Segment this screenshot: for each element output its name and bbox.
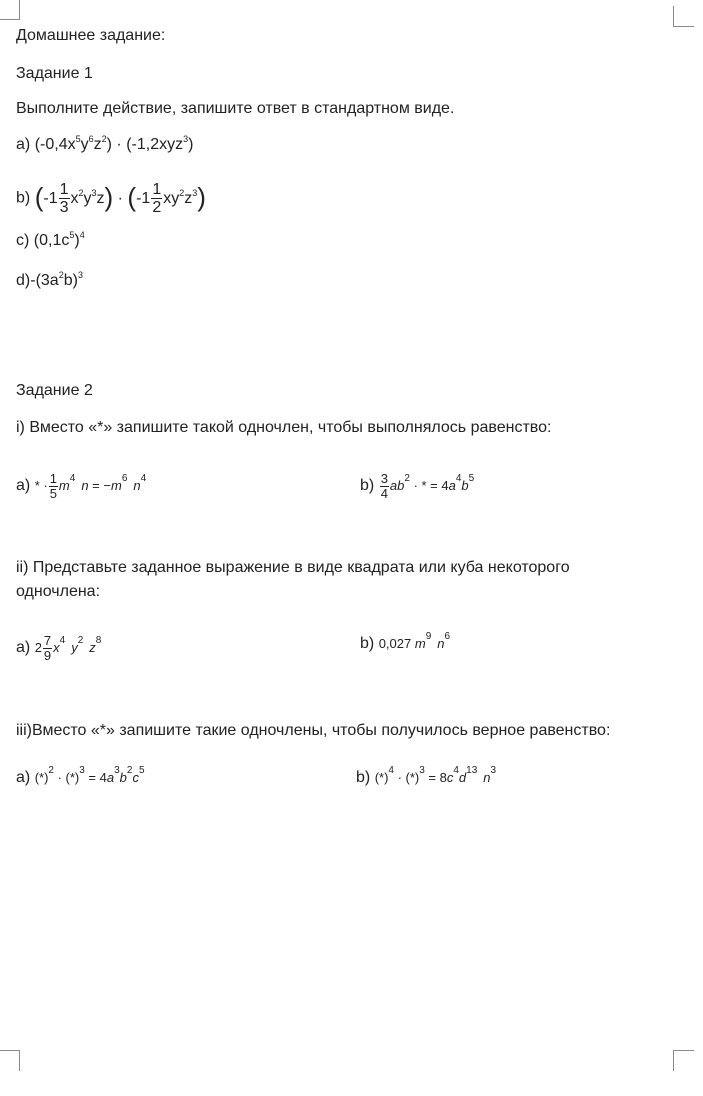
task2-ii-b — [360, 631, 451, 654]
item-label: d) — [16, 272, 31, 289]
task2-i-b — [360, 472, 474, 501]
page-corner-mark-top-right — [673, 6, 694, 27]
task2-ii-a — [16, 634, 101, 663]
task2-part-ii-line2: одночлена: — [16, 583, 101, 600]
expression: 2 $\frac{7}{9}$ $x^4$ $y^2$ $z^8$ — [34, 633, 102, 663]
task1-item-d — [16, 271, 83, 291]
task2-part-ii-line1: ii) Представьте заданное выражение в виде квадрата или куба некоторого — [16, 559, 570, 576]
item-label: c) — [16, 232, 30, 249]
page-corner-mark-bottom-right — [673, 1050, 694, 1071]
page-corner-mark-top-left — [0, 0, 20, 20]
task1-item-a — [16, 135, 193, 155]
task1-item-c — [16, 231, 85, 251]
item-label: a) — [16, 638, 31, 656]
expression: $\frac{3}{4}$ $ab^2$ · * = $4a^4b^5$ — [380, 471, 475, 501]
expression: $(*)^2 \cdot (*)^3 = 4a^3b^2c^5$ — [34, 765, 145, 785]
task1-instruction: Выполните действие, запишите ответ в стандартном виде. — [16, 100, 455, 117]
item-label: b) — [360, 635, 375, 652]
expression: $-(3a^2b)^3$ — [30, 270, 83, 289]
task2-iii-a — [16, 765, 145, 788]
item-label: a) — [16, 476, 31, 494]
expression: $(*)^4 \cdot (*)^3 = 8c^4d^{13}$ $n^3$ — [374, 765, 497, 785]
task2-i-a — [16, 472, 146, 501]
item-label: a) — [16, 769, 31, 786]
task1-item-b — [16, 181, 206, 216]
document-title: Домашнее задание: — [16, 27, 166, 44]
expression: (-1 $\frac{1}{3}$ $x^2y^3z) \cdot (-1$ $\frac{1}{2}$ $xy^2z^3$) — [34, 181, 206, 216]
page-corner-mark-bottom-left — [0, 1050, 20, 1071]
item-label: b) — [16, 189, 31, 207]
expression: 0,027 $m^9$ $n^6$ — [378, 631, 451, 651]
task1-heading: Задание 1 — [16, 65, 93, 82]
task2-heading: Задание 2 — [16, 382, 93, 399]
expression: $(-0,4x^5y^6z^2) \cdot (-1,2xyz^3)$ — [34, 134, 194, 153]
expression: * · $\frac{1}{5}$ $m^4$ $n = -m^6$ $n^4$ — [34, 471, 147, 501]
expression: $(0,1c^5)^4$ — [33, 230, 85, 249]
task2-part-iii-text: iii)Вместо «*» запишите такие одночлены, чтобы получилось верное равенство: — [16, 722, 611, 739]
item-label: b) — [360, 476, 375, 494]
item-label: b) — [356, 769, 371, 786]
task2-iii-b — [356, 765, 497, 788]
task2-part-i-text: i) Вместо «*» запишите такой одночлен, чтобы выполнялось равенство: — [16, 419, 552, 436]
item-label: a) — [16, 136, 31, 153]
